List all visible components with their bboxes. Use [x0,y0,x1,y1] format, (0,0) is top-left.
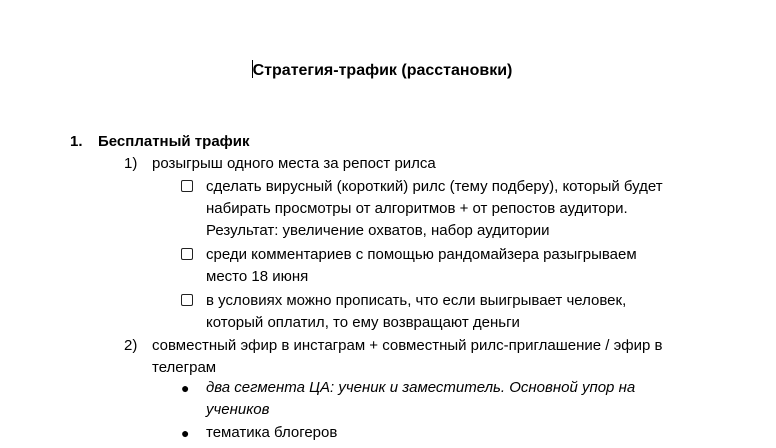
checklist-line: среди комментариев с помощью рандомайзера разыгрываем [206,246,637,263]
checkbox[interactable] [181,294,193,306]
list-item-text: розыгрыш одного места за репост рилса [152,155,436,172]
bullet-item [181,377,636,421]
list-item-2 [124,335,663,379]
checkbox[interactable] [181,248,193,260]
section-heading-text: Бесплатный трафик [98,133,250,150]
checklist-item [206,290,626,334]
bullet-marker: ● [181,425,190,441]
document-title [0,60,764,82]
checklist-line: место 18 июня [206,268,309,285]
checklist-line: Результат: увеличение охватов, набор аудитории [206,222,550,239]
section-number: 1. [70,133,83,150]
bullet-line: учеников [206,401,270,418]
bullet-line: два сегмента ЦА: ученик и заместитель. Основной упор на [206,379,636,396]
checklist-line: в условиях можно прописать, что если выигрывает человек, [206,292,627,309]
section-heading [70,131,250,152]
list-item-number: 2) [124,337,138,354]
list-item-line: телеграм [152,359,217,376]
document-title-text: Стратегия-трафик (расстановки) [252,62,513,79]
checklist-line: который оплатил, то ему возвращают деньги [206,314,520,331]
checklist-item [206,176,663,242]
bullet-marker: ● [181,380,190,396]
checklist-item [206,244,637,288]
checkbox[interactable] [181,180,193,192]
list-item-number: 1) [124,155,138,172]
list-item-line: совместный эфир в инстаграм + совместный рилс-приглашение / эфир в [152,337,663,354]
checklist-line: сделать вирусный (короткий) рилс (тему подберу), который будет [206,178,663,195]
bullet-item [181,422,338,444]
bullet-line: тематика блогеров [206,424,338,441]
list-item-1 [124,153,436,175]
checklist-line: набирать просмотры от алгоритмов + от репостов аудитори. [206,200,628,217]
